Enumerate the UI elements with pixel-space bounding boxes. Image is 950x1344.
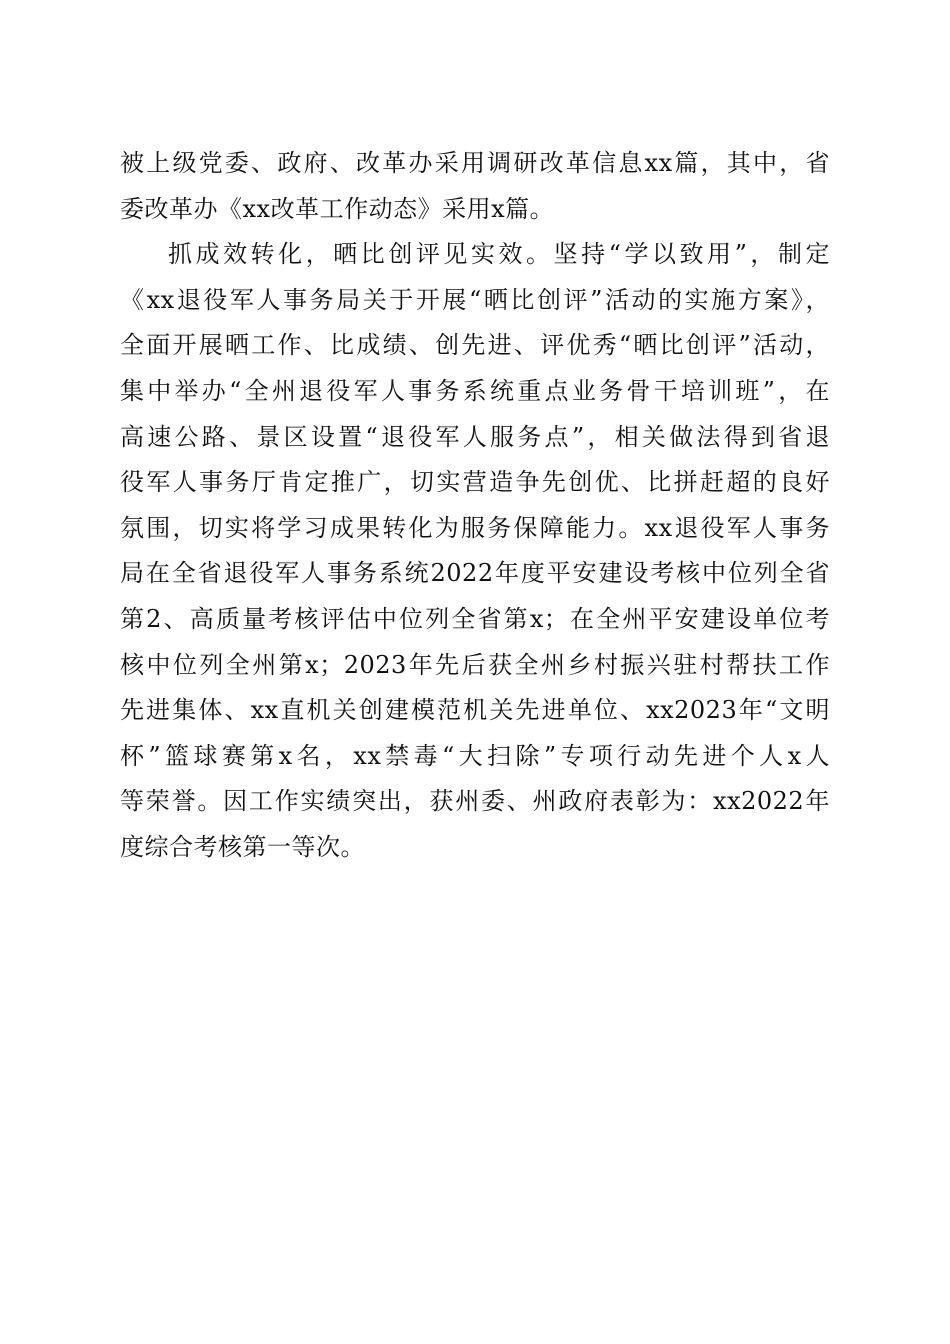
paragraph-line: 度综合考核第一等次。 [120,832,365,861]
paragraph-line: 第2、高质量考核评估中位列全省第x；在全州平安建设单位考 [120,604,830,633]
paragraph-line: 被上级党委、政府、改革办采用调研改革信息xx篇，其中，省 [120,149,830,177]
paragraph-line: 全面开展晒工作、比成绩、创先进、评优秀“晒比创评”活动， [120,331,830,360]
paragraph-line: 先进集体、xx直机关创建模范机关先进单位、xx2023年“文明 [120,696,830,725]
paragraph-line: 氛围，切实将学习成果转化为服务保障能力。xx退役军人事务 [120,513,830,542]
document-page [120,141,830,871]
paragraph-line: 委改革办《xx改革工作动态》采用x篇。 [120,194,555,223]
paragraph-line: 《xx退役军人事务局关于开展“晒比创评”活动的实施方案》， [120,285,830,314]
paragraph-line: 杯”篮球赛第x名，xx禁毒“大扫除”专项行动先进个人x人 [120,741,830,770]
paragraph-reform-info [120,141,830,232]
paragraph-line: 局在全省退役军人事务系统2022年度平安建设考核中位列全省 [120,559,830,588]
paragraph-line: 高速公路、景区设置“退役军人服务点”，相关做法得到省退 [120,422,830,451]
paragraph-line: 核中位列全州第x；2023年先后获全州乡村振兴驻村帮扶工作 [120,650,830,679]
paragraph-results-transformation [120,232,830,870]
paragraph-line: 集中举办“全州退役军人事务系统重点业务骨干培训班”，在 [120,376,830,405]
paragraph-line: 抓成效转化，晒比创评见实效。坚持“学以致用”，制定 [168,240,830,269]
paragraph-line: 等荣誉。因工作实绩突出，获州委、州政府表彰为：xx2022年 [120,787,830,816]
paragraph-line: 役军人事务厅肯定推广，切实营造争先创优、比拼赶超的良好 [120,468,830,497]
